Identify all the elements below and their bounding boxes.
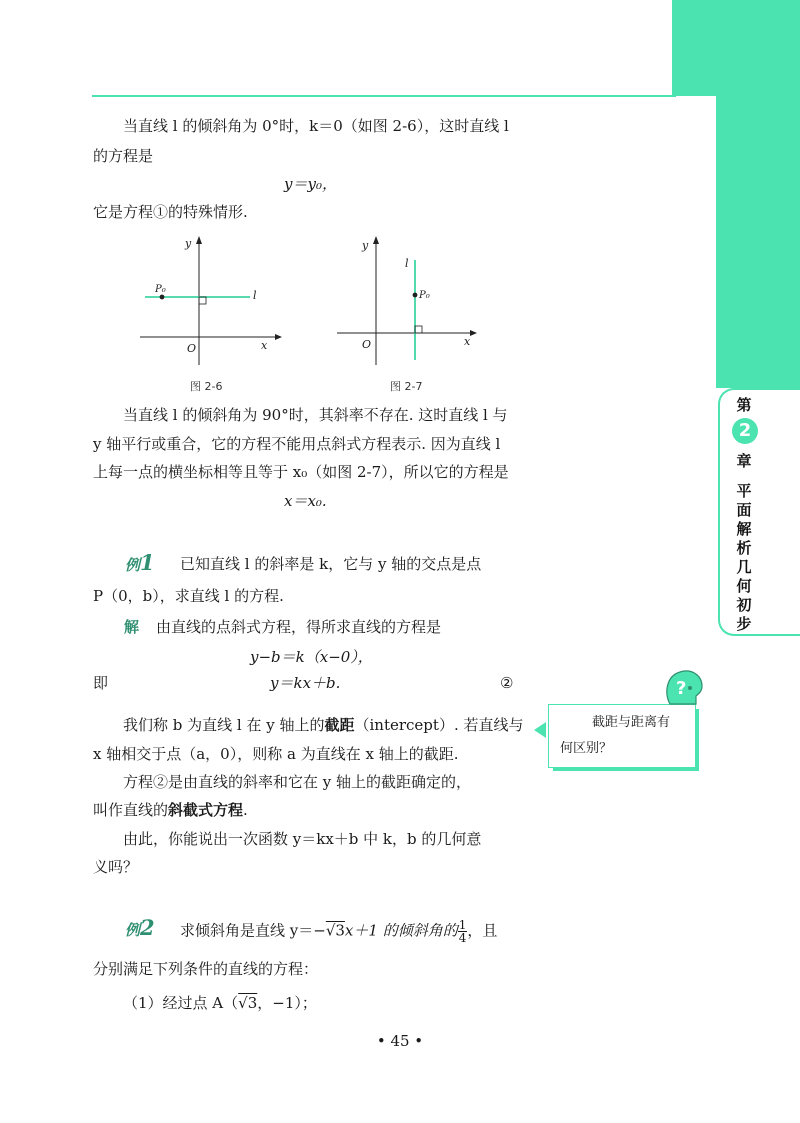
- example-2-label: [125, 915, 155, 940]
- para2-line1: 当直线 l 的倾斜角为 90°时，其斜率不存在. 这时直线 l 与: [123, 406, 508, 424]
- para4-text-a: 叫作直线的: [93, 801, 169, 819]
- chapter-title: [733, 482, 755, 634]
- term-intercept: 截距: [324, 716, 355, 734]
- equation-x-x0: x＝x₀.: [284, 492, 327, 510]
- example-2-text-c: ，且: [467, 921, 498, 940]
- solution-label: 解: [124, 618, 140, 636]
- example-2-label-text: 例: [125, 921, 141, 939]
- para1-line1: 当直线 l 的倾斜角为 0°时，k＝0（如图 2-6），这时直线 l: [123, 117, 509, 135]
- fig7-y-label: y: [362, 239, 369, 252]
- item1-text-b: ，−1）；: [257, 994, 317, 1012]
- example-2-sqrt: √3: [325, 921, 345, 940]
- para1-line2: 的方程是: [93, 147, 154, 165]
- fig7-p-label: P₀: [419, 290, 430, 301]
- header-rule: [92, 95, 694, 97]
- para5-line2: 义吗？: [93, 858, 139, 876]
- fig7-x-label: x: [464, 335, 471, 348]
- example-2-line1: [180, 919, 497, 944]
- fig6-y-label: y: [185, 237, 192, 250]
- para3-text-b: （intercept）. 若直线与: [354, 716, 524, 734]
- chapter-number: 2: [732, 418, 758, 444]
- ji-label: 即: [93, 674, 109, 692]
- item1-sqrt: √3: [238, 994, 258, 1012]
- example-1-label-text: 例: [125, 556, 141, 574]
- example-2-text-b: x＋1 的倾斜角的: [344, 921, 458, 940]
- svg-text:?: ?: [676, 678, 687, 699]
- chapter-title-char: 解: [736, 520, 752, 538]
- para4-line2: [93, 799, 248, 821]
- side-tab: [716, 96, 800, 388]
- chapter-char: 章: [736, 452, 752, 470]
- chapter-tab: [718, 388, 800, 636]
- para2-line2: y 轴平行或重合，它的方程不能用点斜式方程表示. 因为直线 l: [93, 435, 501, 453]
- example-2-item1: [123, 992, 317, 1014]
- equation-slope-intercept: y＝kx＋b.: [270, 674, 341, 692]
- para4-text-b: .: [243, 801, 248, 819]
- fig6-origin-label: O: [187, 342, 197, 355]
- example-1-line2: P（0，b），求直线 l 的方程.: [93, 587, 284, 605]
- chapter-prefix: 第: [736, 396, 752, 414]
- example-2-number: 2: [140, 915, 155, 940]
- side-note-line2: 何区别？: [560, 741, 613, 756]
- para5-line1: 由此，你能说出一次函数 y＝kx＋b 中 k，b 的几何意: [123, 830, 482, 848]
- equation-y-y0: y＝y₀，: [284, 175, 337, 193]
- figure-2-6-caption: 图 2-6: [190, 380, 223, 393]
- side-note-pointer-icon: [532, 720, 548, 740]
- chapter-title-char: 步: [736, 615, 752, 633]
- fraction-numerator: 1: [458, 918, 467, 932]
- chapter-title-char: 几: [736, 558, 752, 576]
- item1-text-a: （1）经过点 A（: [123, 994, 239, 1012]
- fig7-l-label: l: [405, 257, 409, 270]
- para3-line1: [123, 714, 523, 736]
- example-2-fraction: [458, 919, 468, 944]
- equation-number-2: ②: [500, 674, 514, 692]
- chapter-title-char: 初: [736, 596, 752, 614]
- para3-text-a: 我们称 b 为直线 l 在 y 轴上的: [123, 716, 325, 734]
- para3-line2: x 轴相交于点（a，0），则称 a 为直线在 x 轴上的截距.: [93, 745, 459, 763]
- thinking-head-icon: [662, 664, 706, 710]
- chapter-title-char: 何: [736, 577, 752, 595]
- fig6-p-label: P₀: [155, 284, 166, 295]
- fig6-l-label: l: [253, 289, 257, 302]
- fig6-x-label: x: [261, 339, 268, 352]
- chapter-title-char: 平: [736, 482, 752, 500]
- para1-end: 它是方程①的特殊情形.: [93, 203, 248, 221]
- side-note-line1: 截距与距离有: [592, 715, 671, 730]
- chapter-title-char: 析: [736, 539, 752, 557]
- equation-point-slope: y−b＝k（x−0），: [250, 648, 373, 666]
- figure-2-7: [332, 232, 482, 372]
- example-2-line2: 分别满足下列条件的直线的方程：: [93, 960, 319, 978]
- example-1-line1: 已知直线 l 的斜率是 k，它与 y 轴的交点是点: [180, 555, 482, 573]
- term-slope-intercept-form: 斜截式方程: [168, 801, 244, 819]
- example-2-text-a: 求倾斜角是直线 y＝−: [180, 921, 326, 940]
- fraction-denominator: 4: [458, 931, 467, 945]
- header-corner: [676, 96, 716, 136]
- figure-2-7-caption: 图 2-7: [390, 380, 423, 393]
- example-1-number: 1: [140, 550, 155, 575]
- example-1-label: [125, 550, 155, 575]
- figure-2-6: [135, 232, 285, 372]
- para4-line1: 方程②是由直线的斜率和它在 y 轴上的截距确定的，: [123, 773, 472, 791]
- page-number: • 45 •: [376, 1032, 424, 1050]
- solution-text: 由直线的点斜式方程，得所求直线的方程是: [156, 618, 442, 636]
- fig7-origin-label: O: [362, 338, 372, 351]
- para2-line3: 上每一点的横坐标相等且等于 x₀（如图 2-7），所以它的方程是: [93, 463, 509, 481]
- header-tab: [672, 0, 800, 96]
- chapter-title-char: 面: [736, 501, 752, 519]
